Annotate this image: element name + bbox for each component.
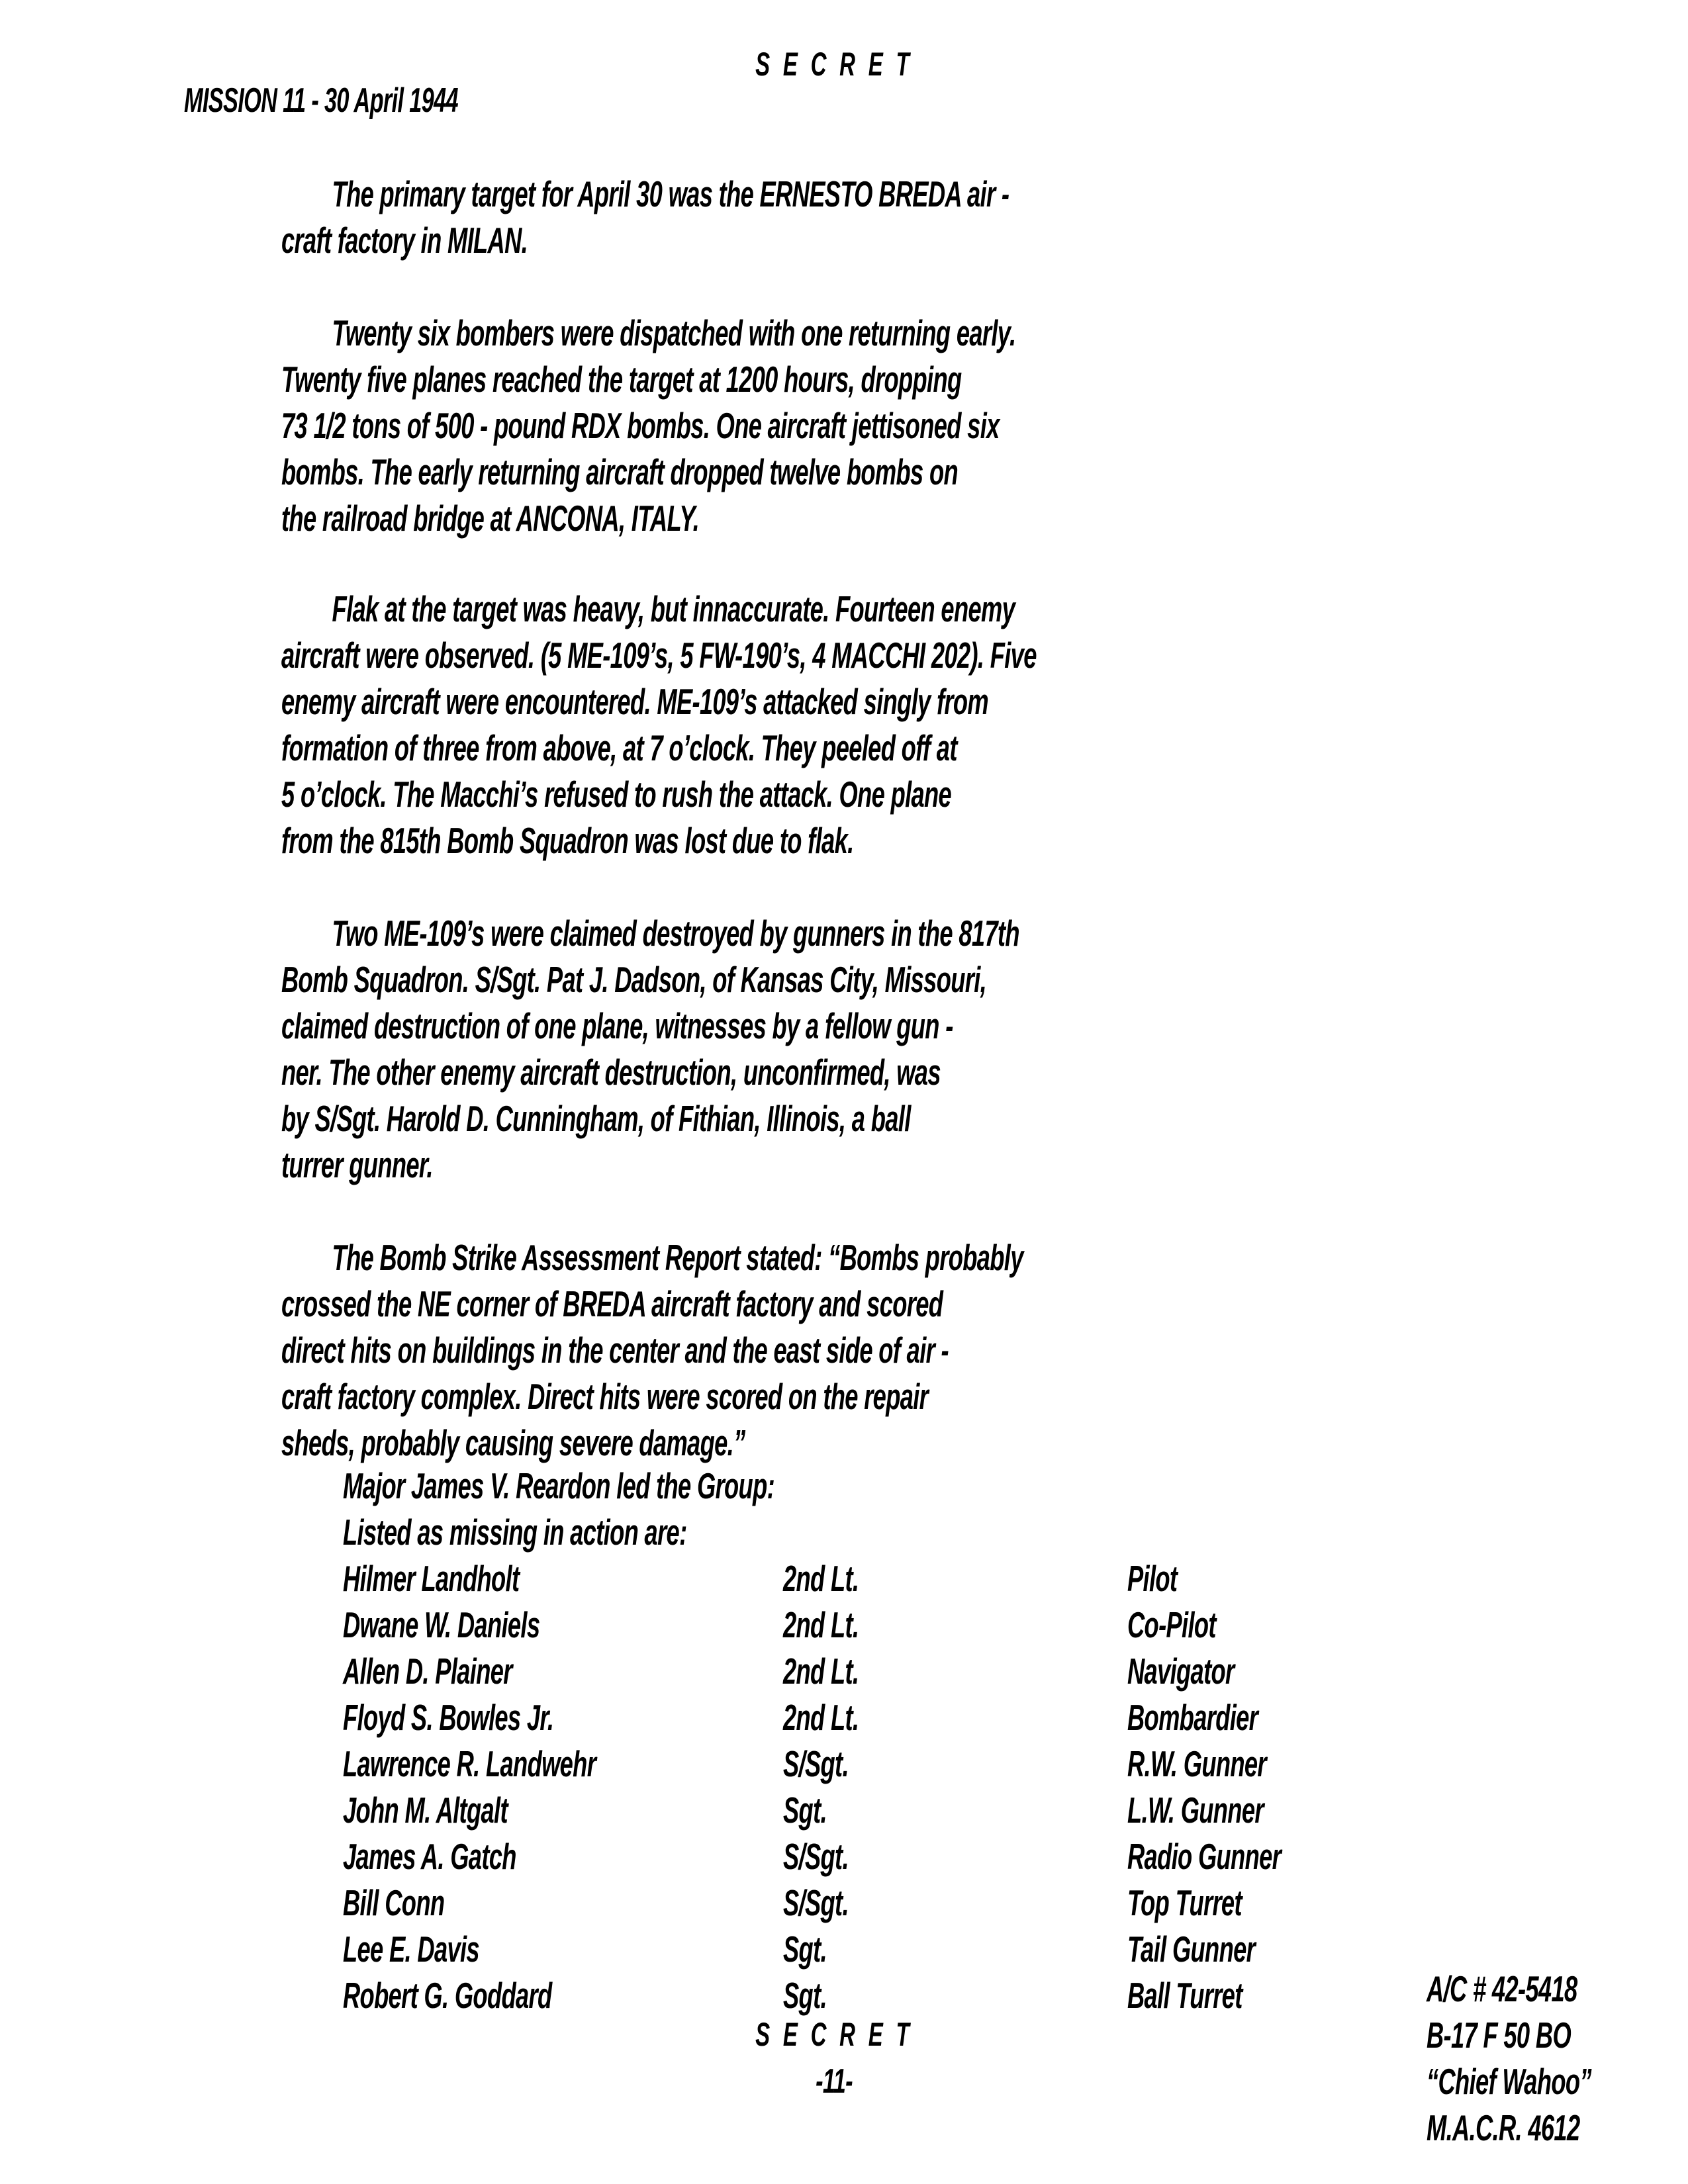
crew-role: Ball Turret (1127, 1975, 1243, 2016)
leader-line: Major James V. Reardon led the Group: (343, 1465, 775, 1506)
crew-rank: Sgt. (783, 1790, 827, 1831)
crew-row (343, 1555, 1468, 1602)
crew-row (343, 1602, 1468, 1648)
crew-role: Bombardier (1127, 1697, 1258, 1738)
crew-role: Tail Gunner (1127, 1929, 1256, 1970)
paragraph-assessment (281, 1234, 1340, 1466)
missing-line: Listed as missing in action are: (343, 1512, 687, 1553)
paragraph-line: aircraft were observed. (5 ME-109’s, 5 FW-190’s, 4 MACCHI 202). Five (281, 635, 1037, 676)
mission-title: MISSION 11 - 30 April 1944 (184, 81, 458, 120)
crew-rank: Sgt. (783, 1975, 827, 2016)
aircraft-info (1427, 1966, 1676, 2151)
crew-role: Radio Gunner (1127, 1836, 1282, 1877)
crew-row (343, 1972, 1468, 2019)
crew-rank: S/Sgt. (783, 1836, 849, 1877)
paragraph-line: formation of three from above, at 7 o’clock. They peeled off at (281, 727, 957, 768)
crew-name: Allen D. Plainer (343, 1651, 512, 1692)
crew-role: Top Turret (1127, 1882, 1242, 1923)
crew-row (343, 1926, 1468, 1972)
aircraft-macr: M.A.C.R. 4612 (1427, 2107, 1580, 2148)
paragraph-line: Twenty six bombers were dispatched with one returning early. (332, 312, 1016, 353)
paragraph-line: Bomb Squadron. S/Sgt. Pat J. Dadson, of Kansas City, Missouri, (281, 959, 987, 1000)
crew-row (343, 1833, 1468, 1880)
paragraph-line: craft factory complex. Direct hits were scored on the repair (281, 1376, 929, 1417)
crew-name: James A. Gatch (343, 1836, 516, 1877)
aircraft-model: B-17 F 50 BO (1427, 2015, 1571, 2056)
crew-role: L.W. Gunner (1127, 1790, 1264, 1831)
crew-row (343, 1880, 1468, 1926)
crew-name: Lee E. Davis (343, 1929, 479, 1970)
classification-footer: S E C R E T (755, 2016, 913, 2053)
crew-name: Robert G. Goddard (343, 1975, 552, 2016)
crew-name: Bill Conn (343, 1882, 445, 1923)
crew-name: Dwane W. Daniels (343, 1604, 540, 1645)
crew-name: Floyd S. Bowles Jr. (343, 1697, 554, 1738)
paragraph-line: from the 815th Bomb Squadron was lost due to flak. (281, 820, 854, 861)
paragraph-flak (281, 586, 1340, 864)
crew-rank: 2nd Lt. (783, 1651, 859, 1692)
paragraph-line: claimed destruction of one plane, witnesses by a fellow gun - (281, 1005, 953, 1046)
paragraph-line: turrer gunner. (281, 1144, 433, 1185)
paragraph-line: The primary target for April 30 was the ERNESTO BREDA air - (332, 173, 1009, 214)
crew-row (343, 1741, 1468, 1787)
crew-rank: 2nd Lt. (783, 1697, 859, 1738)
page-number: -11- (816, 2062, 853, 2101)
crew-rank: S/Sgt. (783, 1743, 849, 1784)
paragraph-line: by S/Sgt. Harold D. Cunningham, of Fithian, Illinois, a ball (281, 1098, 911, 1139)
paragraph-target (281, 171, 1340, 263)
crew-rank: Sgt. (783, 1929, 827, 1970)
paragraph-line: sheds, probably causing severe damage.” (281, 1422, 745, 1463)
crew-role: Co-Pilot (1127, 1604, 1216, 1645)
crew-name: John M. Altgalt (343, 1790, 508, 1831)
classification-header: S E C R E T (755, 46, 913, 83)
paragraph-line: Two ME-109’s were claimed destroyed by gunners in the 817th (332, 913, 1019, 954)
paragraph-line: crossed the NE corner of BREDA aircraft factory and scored (281, 1283, 943, 1324)
paragraph-line: 73 1/2 tons of 500 - pound RDX bombs. One aircraft jettisoned six (281, 405, 1000, 446)
crew-rank: S/Sgt. (783, 1882, 849, 1923)
aircraft-nickname: “Chief Wahoo” (1427, 2061, 1591, 2102)
crew-list (343, 1555, 1468, 2019)
paragraph-line: ner. The other enemy aircraft destruction, unconfirmed, was (281, 1052, 941, 1093)
paragraph-line: direct hits on buildings in the center and the east side of air - (281, 1330, 949, 1371)
crew-row (343, 1787, 1468, 1833)
crew-rank: 2nd Lt. (783, 1604, 859, 1645)
paragraph-line: Flak at the target was heavy, but innaccurate. Fourteen enemy (332, 588, 1015, 629)
paragraph-line: craft factory in MILAN. (281, 220, 528, 261)
crew-row (343, 1694, 1468, 1741)
paragraph-line: bombs. The early returning aircraft dropped twelve bombs on (281, 451, 959, 492)
paragraph-line: the railroad bridge at ANCONA, ITALY. (281, 498, 700, 539)
paragraph-line: 5 o’clock. The Macchi’s refused to rush the attack. One plane (281, 774, 952, 815)
crew-name: Hilmer Landholt (343, 1558, 520, 1599)
paragraph-line: enemy aircraft were encountered. ME-109’s attacked singly from (281, 681, 989, 722)
paragraph-dispatch (281, 310, 1340, 541)
crew-name: Lawrence R. Landwehr (343, 1743, 596, 1784)
crew-role: Navigator (1127, 1651, 1235, 1692)
paragraph-line: The Bomb Strike Assessment Report stated: “Bombs probably (332, 1237, 1023, 1278)
crew-role: R.W. Gunner (1127, 1743, 1266, 1784)
paragraph-line: Twenty five planes reached the target at 1200 hours, dropping (281, 359, 962, 400)
crew-role: Pilot (1127, 1558, 1178, 1599)
paragraph-claims (281, 910, 1340, 1188)
crew-row (343, 1648, 1468, 1694)
aircraft-number: A/C # 42-5418 (1427, 1968, 1577, 2009)
crew-rank: 2nd Lt. (783, 1558, 859, 1599)
